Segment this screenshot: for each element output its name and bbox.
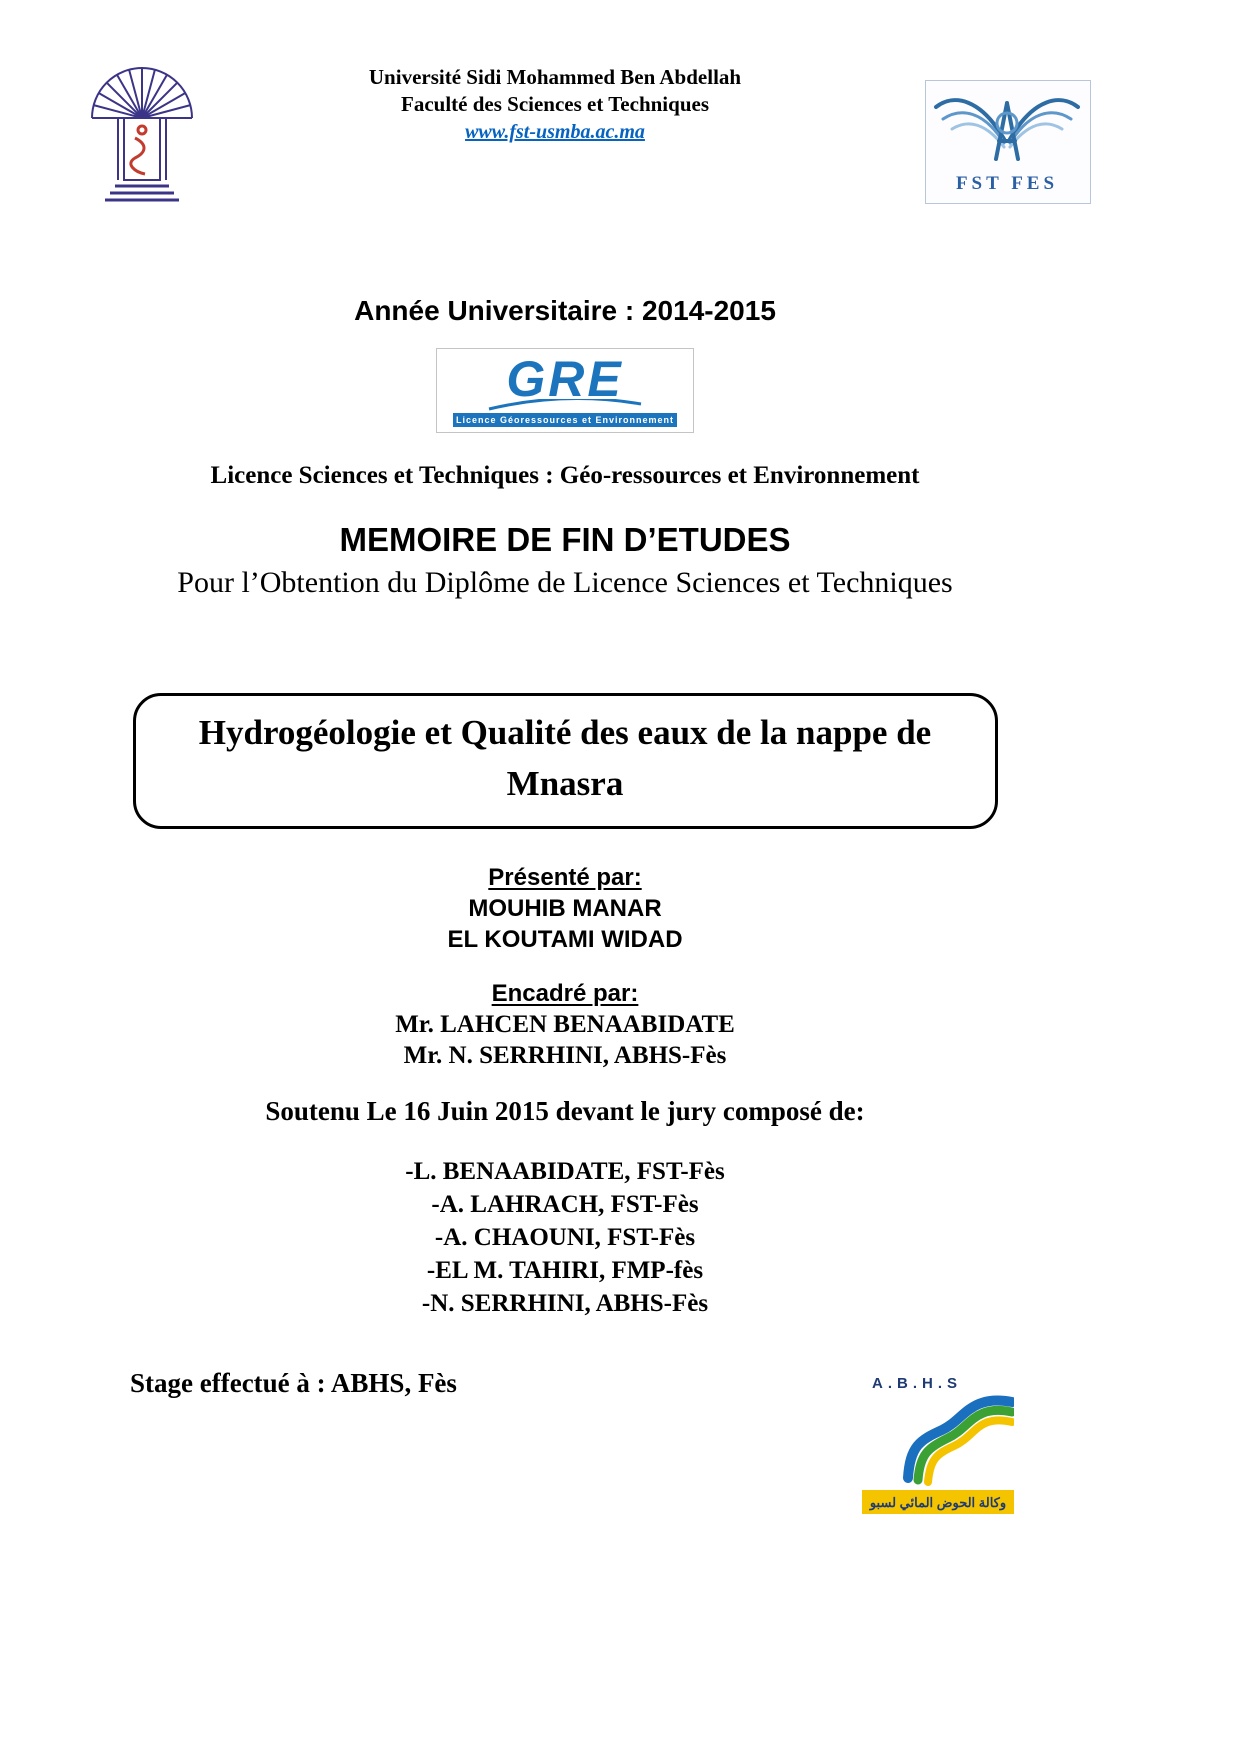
- supervisor-name: Mr. N. SERRHINI, ABHS-Fès: [403, 1042, 727, 1069]
- abhs-logo-arabic-text: وكالة الحوض المائي لسبو: [869, 1495, 1007, 1510]
- author-name: EL KOUTAMI WIDAD: [447, 926, 683, 953]
- thesis-title-box-wrap: [0, 693, 1130, 829]
- licence-line: Licence Sciences et Techniques : Géo-ressources et Environnement: [210, 462, 920, 489]
- jury-member: -EL M. TAHIRI, FMP-fès: [426, 1257, 704, 1284]
- jury-member: -A. CHAOUNI, FST-Fès: [434, 1224, 696, 1251]
- header-block: [255, 64, 855, 144]
- memoire-title: MEMOIRE DE FIN D’ETUDES: [339, 521, 791, 558]
- author-name: MOUHIB MANAR: [468, 895, 662, 922]
- internship-line: Stage effectué à : ABHS, Fès: [130, 1368, 457, 1398]
- jury-member: -A. LAHRACH, FST-Fès: [431, 1191, 699, 1218]
- gre-logo-wrap: [0, 348, 1130, 433]
- supervised-by-block: [0, 978, 1130, 1071]
- faculty-name: Faculté des Sciences et Techniques: [401, 92, 709, 117]
- abhs-logo-text: A.B.H.S: [872, 1375, 963, 1392]
- academic-year: Année Universitaire : 2014-2015: [354, 295, 776, 326]
- defense-line: Soutenu Le 16 Juin 2015 devant le jury composé de:: [265, 1096, 865, 1126]
- jury-list: [0, 1155, 1130, 1320]
- jury-member: -N. SERRHINI, ABHS-Fès: [421, 1290, 709, 1317]
- thesis-title-box: [133, 693, 998, 829]
- presented-by-label: Présenté par:: [488, 864, 642, 891]
- university-seal-icon: [85, 50, 200, 215]
- website-link[interactable]: www.fst-usmba.ac.ma: [465, 120, 645, 143]
- presented-by-block: [0, 862, 1130, 955]
- memoire-subtitle: Pour l’Obtention du Diplôme de Licence Sciences et Techniques: [177, 566, 953, 599]
- supervisor-name: Mr. LAHCEN BENAABIDATE: [395, 1011, 735, 1038]
- fst-fes-logo-text: FST FES: [955, 173, 1059, 194]
- gre-logo: [436, 348, 694, 433]
- supervised-by-label: Encadré par:: [491, 980, 639, 1007]
- fst-fes-logo: [925, 80, 1091, 204]
- thesis-title: Hydrogéologie et Qualité des eaux de la nappe de Mnasra: [198, 713, 932, 803]
- jury-member: -L. BENAABIDATE, FST-Fès: [405, 1158, 725, 1185]
- abhs-logo: [862, 1366, 1014, 1518]
- university-name: Université Sidi Mohammed Ben Abdellah: [368, 65, 742, 89]
- gre-logo-text: GRE: [506, 351, 624, 407]
- gre-logo-banner: Licence Géoressources et Environnement: [453, 413, 677, 427]
